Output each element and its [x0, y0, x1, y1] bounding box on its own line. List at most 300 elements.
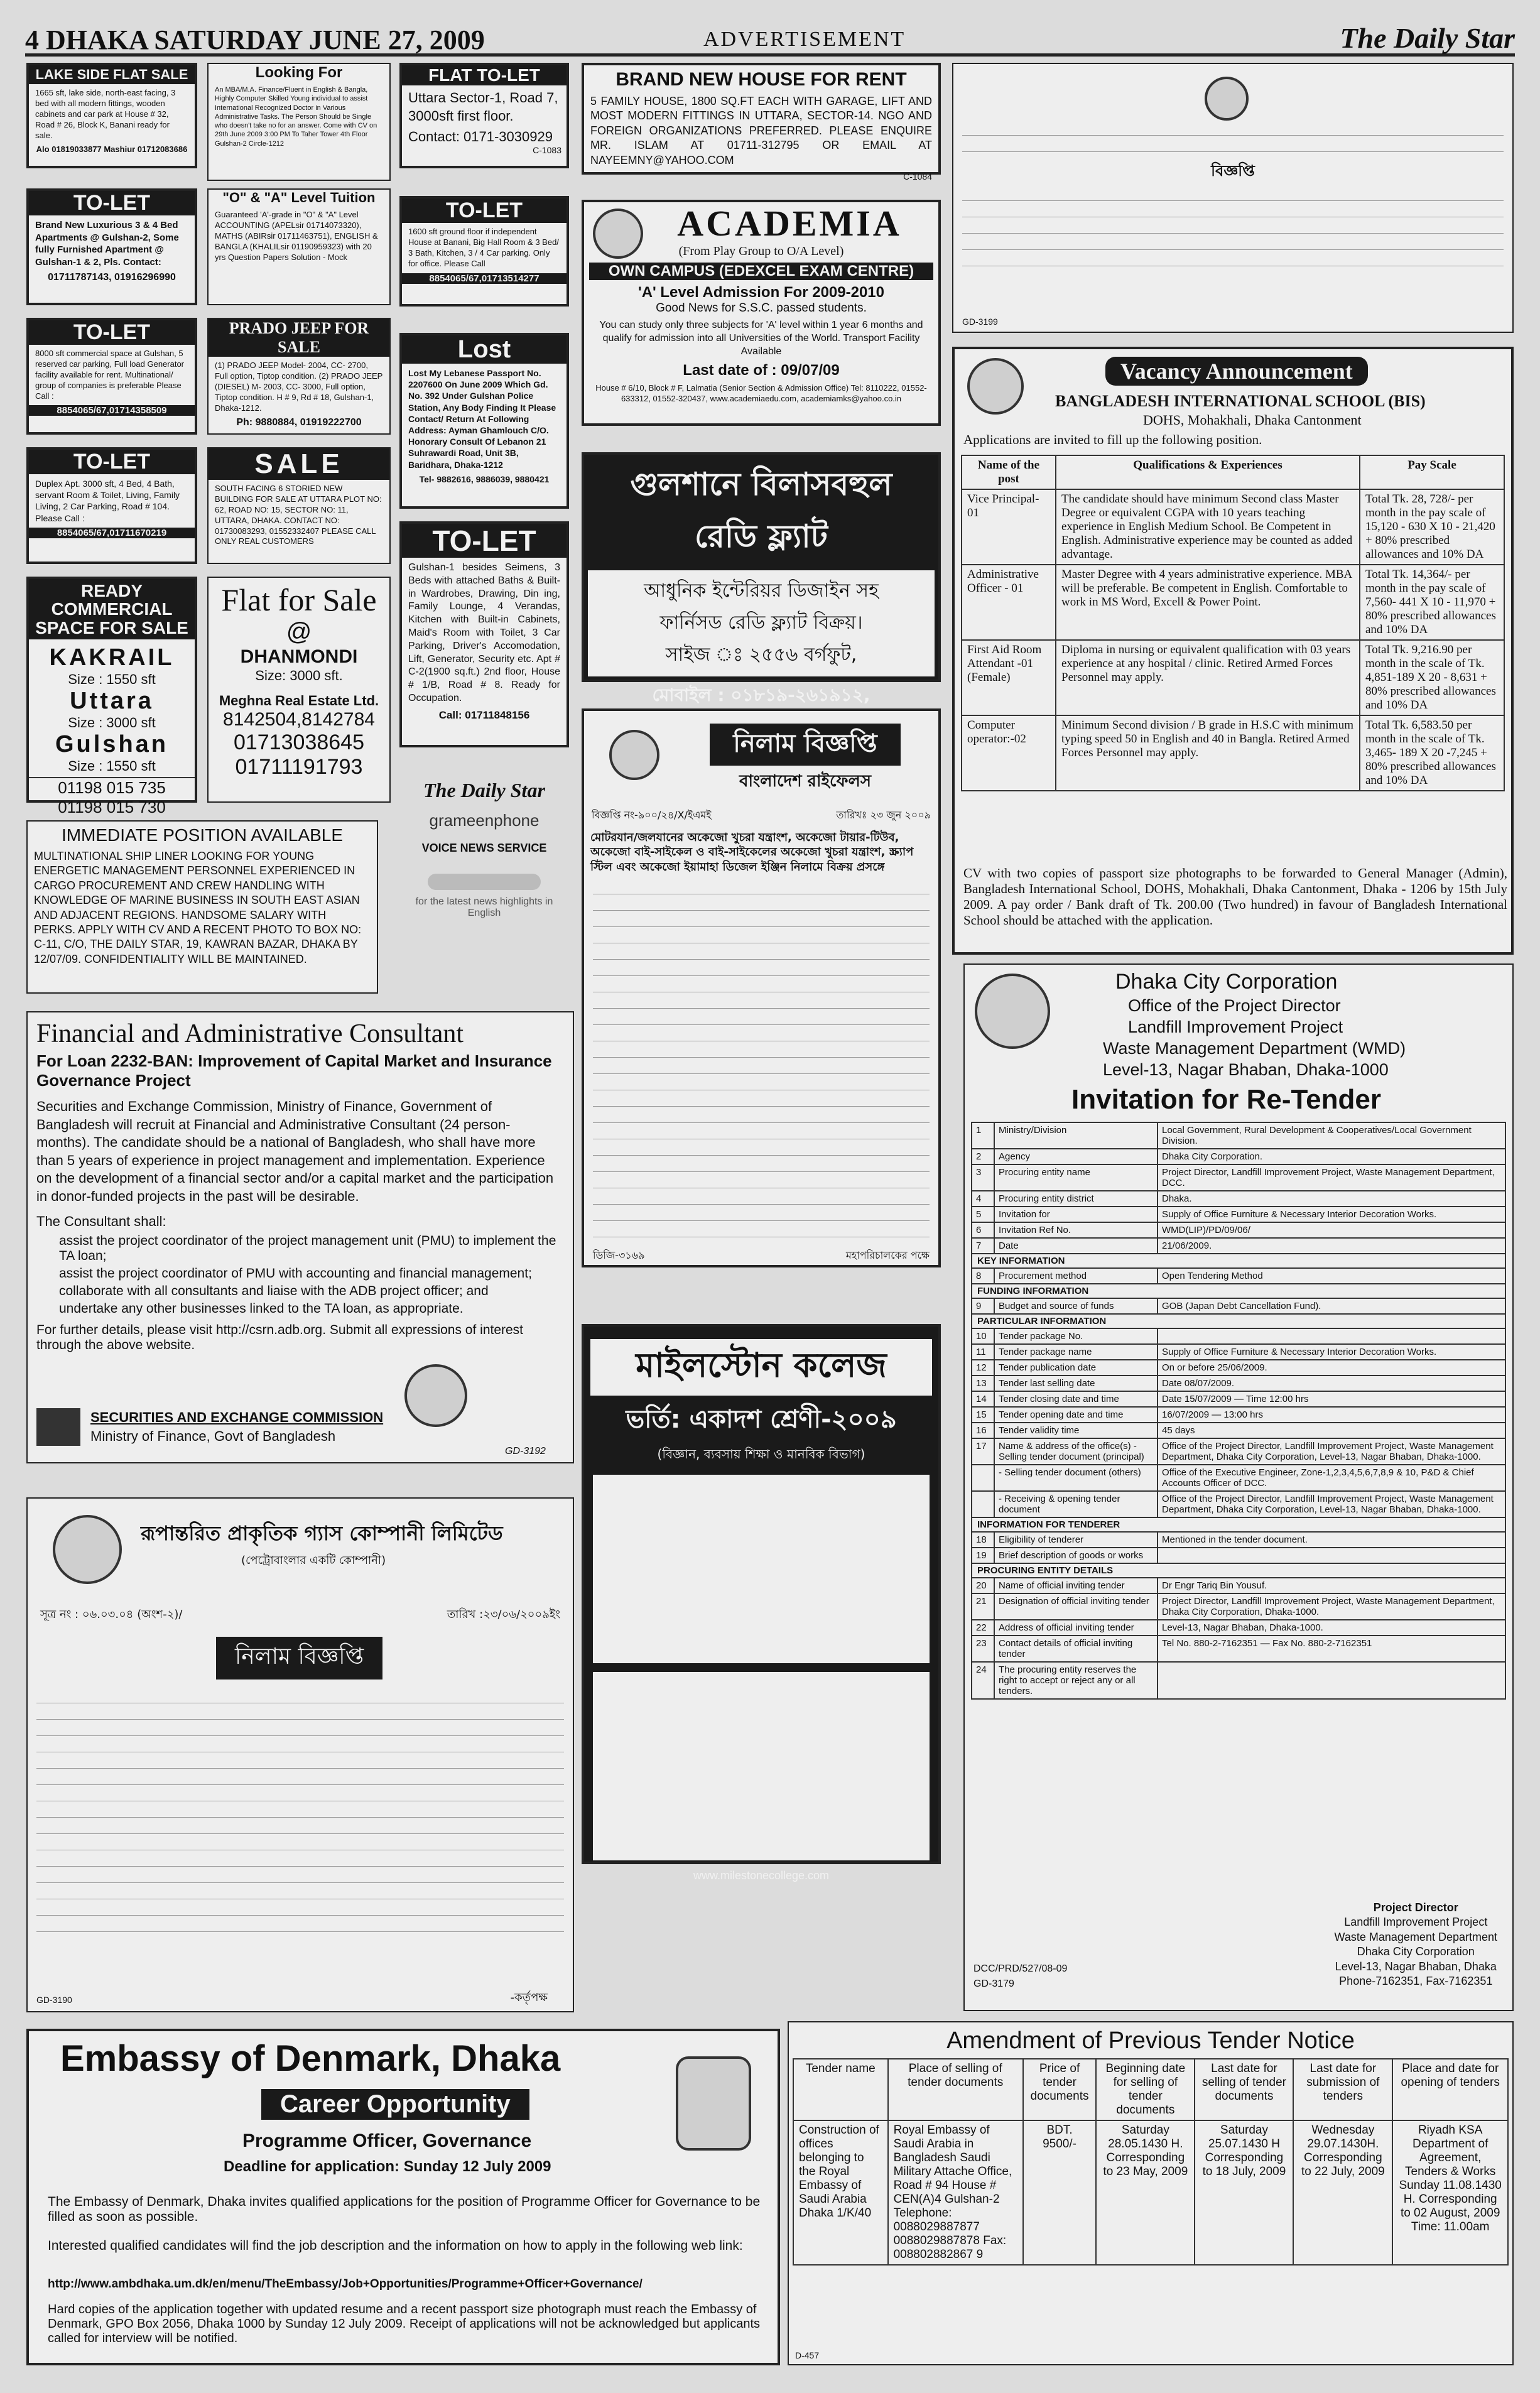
- cell-value: Project Director, Landfill Improvement Project, Waste Management Department, Dhaka City Corporation, Dhaka-1000.: [1158, 1593, 1505, 1620]
- ad-financial-consultant: [26, 1011, 574, 1463]
- ad-title: Financial and Administrative Consultant: [36, 1019, 464, 1048]
- ad-title: LAKE SIDE FLAT SALE: [29, 65, 195, 84]
- ad-loc: DHANMONDI: [240, 646, 358, 667]
- table-header-row: [793, 2059, 1508, 2120]
- ad-amendment-tender: [788, 2021, 1514, 2365]
- ad-to-let-duplex: [26, 447, 197, 564]
- ad-body: Securities and Exchange Commission, Ministry of Finance, Government of Bangladesh will recruit at Financial and Administrative Consultant (24 person-months). The candidate should be a national of Bangladesh, who shall have more than 5 years of experience in project management and implementation. Experience on the development of a financial sector and/or a capital market and the participation in donor-funded projects in the past will be desirable.: [36, 1099, 554, 1204]
- ad-title: Amendment of Previous Tender Notice: [946, 2027, 1355, 2054]
- cell-value: [1158, 1328, 1505, 1344]
- cell-value: On or before 25/06/2009.: [1158, 1360, 1505, 1376]
- ad-loc: DOHS, Mohakhali, Dhaka Cantonment: [1143, 412, 1362, 428]
- cell-value: WMD(LIP)/PD/09/06/: [1158, 1222, 1505, 1238]
- table-row: [972, 1314, 1505, 1328]
- cell-number: 16: [972, 1423, 994, 1438]
- ad-l4: Level-13, Nagar Bhaban, Dhaka-1000: [1103, 1060, 1389, 1079]
- academia-logo-icon: [593, 209, 643, 259]
- cell-pay: Total Tk. 28, 728/- per month in the pay scale of 15,120 - 630 X 10 - 21,420 + 80% prescribed allowances and 10% DA: [1360, 489, 1504, 565]
- ad-title: TO-LET: [29, 320, 195, 345]
- ad-last-date: Last date of : 09/07/09: [683, 362, 840, 379]
- phone-2: 01198 015 730: [58, 798, 166, 817]
- ad-body-lines: [28, 1687, 573, 1940]
- ad-code: C-1084: [903, 171, 932, 182]
- ad-l2: Landfill Improvement Project: [1128, 1017, 1343, 1036]
- cell: Construction of offices belonging to the Royal Embassy of Saudi Arabia Dhaka 1/K/40: [793, 2120, 888, 2265]
- table-row: [972, 1222, 1505, 1238]
- ad-rifles-auction: [582, 708, 941, 1267]
- ad-sub: ভর্তি: একাদশ শ্রেণী-২০০৯: [626, 1405, 897, 1434]
- ad-link[interactable]: http://www.ambdhaka.um.dk/en/menu/TheEmbassy/Job+Opportunities/Programme+Officer+Governance/: [48, 2277, 643, 2291]
- ad-title: IMMEDIATE POSITION AVAILABLE: [61, 825, 344, 845]
- page-dateline: 4 DHAKA SATURDAY JUNE 27, 2009: [25, 24, 485, 55]
- cell-post: Administrative Officer - 01: [962, 565, 1056, 640]
- ad-body-lines: [584, 886, 938, 1237]
- table-row: [972, 1149, 1505, 1164]
- section-heading: KEY INFORMATION: [972, 1254, 1505, 1268]
- bdr-emblem-icon: [609, 730, 659, 780]
- sec-logo-icon: [36, 1408, 80, 1446]
- cell-label: The procuring entity reserves the right to accept or reject any or all tenders.: [994, 1662, 1158, 1699]
- ad-to-let-commercial: [26, 318, 197, 435]
- cell-label: - Selling tender document (others): [994, 1465, 1158, 1491]
- ad-title: রূপান্তরিত প্রাকৃতিক গ্যাস কোম্পানী লিমিটেড: [141, 1521, 503, 1545]
- cell-label: Name of official inviting tender: [994, 1578, 1158, 1593]
- rpgcl-logo-icon: [53, 1515, 122, 1584]
- ad-sub: Career Opportunity: [261, 2089, 529, 2120]
- table-row: [972, 1491, 1505, 1517]
- ad-contact: 8854065/67,01711670219: [29, 528, 195, 538]
- ad-body: (1) PRADO JEEP Model- 2004, CC- 2700, Full option, Tiptop condition. (2) PRADO JEEP (DIESEL) M- 2003, CC- 3000, Full option, Tiptop condition. H # 9, Rd # 18, Gulshan-1, Dhaka-1212.: [215, 361, 383, 413]
- ad-code1: DCC/PRD/527/08-09: [973, 1963, 1068, 1974]
- col-header: Price of tender documents: [1023, 2059, 1096, 2120]
- cell-label: Tender last selling date: [994, 1376, 1158, 1391]
- admission-table: [593, 1475, 930, 1663]
- cell-label: Address of official inviting tender: [994, 1620, 1158, 1636]
- ad-body-lines: [953, 192, 1512, 266]
- vacancy-table: [961, 455, 1505, 791]
- cell-value: 45 days: [1158, 1423, 1505, 1438]
- table-row: [972, 1164, 1505, 1191]
- cell-value: [1158, 1662, 1505, 1699]
- cell-label: Invitation for: [994, 1207, 1158, 1222]
- phone-1: 01198 015 735: [29, 777, 195, 798]
- ad-code: D-457: [795, 2350, 820, 2360]
- ad-code2: GD-3179: [973, 1978, 1014, 1989]
- table-row: [972, 1438, 1505, 1465]
- amendment-table: [793, 2058, 1509, 2265]
- cell-value: Tel No. 880-2-7162351 — Fax No. 880-2-7162351: [1158, 1636, 1505, 1662]
- ad-dial: for the latest news highlights in English: [415, 896, 553, 918]
- ad-title: "O" & "A" Level Tuition: [222, 190, 376, 205]
- cell-pay: Total Tk. 6,583.50 per month in the scale of Tk. 3,465- 189 X 20 -7,245 + 80% prescribed allowances and 10% DA: [1360, 715, 1504, 791]
- ad-gp-voice-news: [399, 779, 569, 986]
- ad-logo: The Daily Star: [423, 779, 545, 801]
- govt-emblem-icon: [1205, 77, 1249, 121]
- cell-number: 7: [972, 1238, 994, 1254]
- table-row: [972, 1548, 1505, 1563]
- cell-number: 11: [972, 1344, 994, 1360]
- ad-sign: -কর্তৃপক্ষ: [510, 1991, 548, 2004]
- ad-to-let-gulshan1: [399, 521, 569, 747]
- ad-body: MULTINATIONAL SHIP LINER LOOKING FOR YOUNG ENERGETIC MANAGEMENT PERSONNEL EXPERIENCED IN CARGO PROCUREMENT AND CREW HANDLING WITH KNOWLEDGE OF MARINE BUSINESS IN SOUTH EAST ASIAN AND ADJACENT REGIONS. HANDSOME SALARY WITH PERKS. APPLY WITH CV AND A RECENT PHOTO TO BOX NO: C-11, C/O, THE DAILY STAR, 19, KAWRAN BAZAR, DHAKA BY 12/07/09. CONFIDENTIALITY WILL BE MAINTAINED.: [34, 850, 362, 965]
- col-qualifications: Qualifications & Experiences: [1056, 455, 1360, 489]
- table-row: [972, 1620, 1505, 1636]
- cell-value: Dr Engr Tariq Bin Yousuf.: [1158, 1578, 1505, 1593]
- ad-code: C-1083: [533, 145, 561, 156]
- ad-title: FLAT TO-LET: [402, 65, 567, 85]
- ad-title: Lost: [402, 335, 567, 364]
- ad-sub: For Loan 2232-BAN: Improvement of Capital Market and Insurance Governance Project: [36, 1051, 552, 1090]
- cell-number: 15: [972, 1407, 994, 1423]
- cell-value: Open Tendering Method: [1158, 1268, 1505, 1284]
- ad-sub: (পেট্রোবাংলার একটি কোম্পানী): [241, 1554, 386, 1567]
- ad-deadline: Deadline for application: Sunday 12 July 2009: [224, 2158, 551, 2175]
- phone-1: 8142504,8142784: [223, 709, 375, 730]
- cell-value: Mentioned in the tender document.: [1158, 1532, 1505, 1548]
- cell-label: Ministry/Division: [994, 1122, 1158, 1149]
- dcc-emblem-icon: [975, 974, 1050, 1049]
- ad-contact: 01711787143, 01916296990: [48, 272, 176, 283]
- ad-org: বাংলাদেশ রাইফেলস: [739, 772, 872, 791]
- ad-org2: Ministry of Finance, Govt of Bangladesh: [90, 1428, 336, 1444]
- cell-value: Local Government, Rural Development & Cooperatives/Local Government Division.: [1158, 1122, 1505, 1149]
- ad-level-tuition: [207, 188, 391, 305]
- cell-number: 13: [972, 1376, 994, 1391]
- sign-line: Dhaka City Corporation: [1357, 1945, 1475, 1958]
- table-row: [972, 1578, 1505, 1593]
- cell-post: Vice Principal-01: [962, 489, 1056, 565]
- ad-line6: মোবাইল : ০১৮১৯-২৬১৯১২,: [652, 685, 870, 705]
- ad-intro: Applications are invited to fill up the following position.: [963, 432, 1262, 447]
- cell-label: Invitation Ref No.: [994, 1222, 1158, 1238]
- ad-title: Flat for Sale: [221, 582, 377, 617]
- ad-line4: ফার্নিসড রেডি ফ্ল্যাট বিক্রয়।: [659, 612, 863, 634]
- cell-label: Tender opening date and time: [994, 1407, 1158, 1423]
- section-heading: FUNDING INFORMATION: [972, 1284, 1505, 1298]
- cell-number: 6: [972, 1222, 994, 1238]
- ad-title: READY COMMERCIAL SPACE FOR SALE: [29, 579, 195, 639]
- cell-label: Contact details of official inviting tender: [994, 1636, 1158, 1662]
- cell: Royal Embassy of Saudi Arabia in Bangladesh Saudi Military Attache Office, Road # 94 House # CEN(A)4 Gulshan-2 Telephone: 0088029887877 0088029887878 Fax: 008802882867 9: [888, 2120, 1023, 2265]
- table-header-row: [962, 455, 1504, 489]
- signature-block: [1335, 1901, 1497, 1989]
- ad-body: মোটরযান/জলযানের অকেজো খুচরা যন্ত্রাংশ, অকেজো টায়ার-টিউব, অকেজো বাই-সাইকেল ও বাই-সাইকেলের অকেজো খুচরা যন্ত্রাংশ, স্ক্র্যাপ স্টিল এবং অকেজো ইয়ামাহা ডিজেল ইঞ্জিন নিলামে বিক্রয় প্রসঙ্গে: [590, 831, 914, 874]
- ad-code: ডিজি-৩১৬৯: [593, 1249, 645, 1262]
- table-row: [972, 1328, 1505, 1344]
- ad-prado-jeep: [207, 318, 391, 435]
- ad-body: Duplex Apt. 3000 sft, 4 Bed, 4 Bath, servant Room & Toilet, Living, Family Living, 2 Car Parking, Road # 104. Please Call :: [35, 479, 180, 523]
- ad-body3: Hard copies of the application together with updated resume and a recent passport size photograph must reach the Embassy of Denmark, GPO Box 2056, Dhaka 1000 by Sunday 12 July 2009. Receipt of applications will not be acknowledged but applicants called for interview will be notified.: [48, 2303, 761, 2345]
- cell-number: [972, 1465, 994, 1491]
- masthead-logo: The Daily Star: [1340, 22, 1515, 54]
- cell-post: Computer operator:-02: [962, 715, 1056, 791]
- ad-ref: সূত্র নং : ০৬.০৩.০৪ (অংশ-২)/: [40, 1608, 183, 1621]
- ad-size: Size: 3000 sft.: [255, 668, 343, 683]
- ad-code: GD-3199: [962, 317, 998, 327]
- phone-3: 01711191793: [235, 755, 363, 779]
- table-row: [972, 1360, 1505, 1376]
- cell-label: Date: [994, 1238, 1158, 1254]
- ad-at: @: [286, 618, 312, 646]
- ad-footer: CV with two copies of passport size photographs to be forwarded to General Manager (Admin), Bangladesh International School, DOHS, Mohakhali, Dhaka Cantonment, Dhaka - 1206 by 15th July 2009. A pay order / Bank draft of Tk. 200.00 (Two hundred) in favour of Bangladesh International School should be attached with the application.: [963, 865, 1507, 928]
- ad-body: 8000 sft commercial space at Gulshan, 5 reserved car parking, Full load Generator facility available for rent. Multinational/ group of companies is preferable Please Call :: [35, 349, 185, 401]
- table-row: [972, 1268, 1505, 1284]
- cell-number: 8: [972, 1268, 994, 1284]
- ad-gas-company-auction: [26, 1497, 574, 2012]
- col-pay: Pay Scale: [1360, 455, 1504, 489]
- col-header: Place and date for opening of tenders: [1392, 2059, 1508, 2120]
- ad-contact: Tel- 9882616, 9886039, 9880421: [419, 474, 550, 484]
- ad-date: তারিখঃ ২৩ জুন ২০০৯: [836, 809, 931, 821]
- cell-number: 17: [972, 1438, 994, 1465]
- cell-label: Agency: [994, 1149, 1158, 1164]
- ad-title: TO-LET: [402, 198, 567, 223]
- table-row: [972, 1517, 1505, 1532]
- cell-number: 22: [972, 1620, 994, 1636]
- section-heading: PARTICULAR INFORMATION: [972, 1314, 1505, 1328]
- duty-item: assist the project coordinator of the project management unit (PMU) to implement the TA loan;: [59, 1233, 556, 1263]
- govt-seal-icon: [404, 1364, 467, 1427]
- table-row: [972, 1593, 1505, 1620]
- cell-value: 21/06/2009.: [1158, 1238, 1505, 1254]
- table-row: [962, 715, 1504, 791]
- sign-title: Project Director: [1373, 1901, 1458, 1914]
- section-heading: PROCURING ENTITY DETAILS: [972, 1563, 1505, 1578]
- ad-gulshan-luxury-flat: [582, 452, 941, 705]
- ad-body: Lost My Lebanese Passport No. 2207600 On June 2009 Which Gd. No. 392 Under Gulshan Police Station, Any Body Finding It Please Contact/ Return At Following Address: Ayman Ghamlouch C/O. Honorary Consult Of Lebanon 21 Suhrawardi Road, Unit 3B, Baridhara, Dhaka-1212: [408, 368, 556, 470]
- col-post: Name of the post: [962, 455, 1056, 489]
- ad-milestone-college: [582, 1324, 941, 1882]
- page-header: [25, 19, 1515, 57]
- ad-looking-for: [207, 63, 391, 181]
- cell-number: 12: [972, 1360, 994, 1376]
- cell: Riyadh KSA Department of Agreement, Tenders & Works Sunday 11.08.1430 H. Corresponding to 02 August, 2009 Time: 11.00am: [1392, 2120, 1508, 2265]
- ad-flat-to-let-uttara: [399, 63, 569, 168]
- ad-flat-dhanmondi: [207, 577, 391, 803]
- cell-number: 9: [972, 1298, 994, 1314]
- ad-admission: 'A' Level Admission For 2009-2010: [637, 284, 884, 301]
- cell-number: 10: [972, 1328, 994, 1344]
- ad-title: TO-LET: [402, 524, 567, 558]
- ad-title: Dhaka City Corporation: [1115, 970, 1338, 994]
- ad-lost-passport: [399, 333, 569, 509]
- cell-value: [1158, 1548, 1505, 1563]
- cell-value: Date 15/07/2009 — Time 12:00 hrs: [1158, 1391, 1505, 1407]
- cell-post: First Aid Room Attendant -01 (Female): [962, 640, 1056, 715]
- admission-info: [593, 1672, 930, 1860]
- ad-title: বিজ্ঞপ্তি: [1211, 162, 1255, 180]
- table-row: [972, 1298, 1505, 1314]
- cell-value: Office of the Project Director, Landfill Improvement Project, Waste Management Department, Dhaka City Corporation, Level-13, Nagar Bhaban, Dhaka-1000.: [1158, 1438, 1505, 1465]
- ad-header-lines: [953, 127, 1512, 152]
- ad-further: For further details, please visit http://csrn.adb.org. Submit all expressions of interest through the above website.: [36, 1322, 524, 1352]
- ad-lakeside-flat: [26, 63, 197, 168]
- ad-notice: নিলাম বিজ্ঞপ্তি: [216, 1637, 382, 1679]
- ad-campus: OWN CAMPUS (EDEXCEL EXAM CENTRE): [589, 263, 933, 280]
- col-header: Last date for selling of tender documents: [1195, 2059, 1293, 2120]
- cell-value: Office of the Executive Engineer, Zone-1,2,3,4,5,6,7,8,9 & 10, P&D & Chief Accounts Officer of DCC.: [1158, 1465, 1505, 1491]
- cell-label: Procurement method: [994, 1268, 1158, 1284]
- ad-body: Uttara Sector-1, Road 7, 3000sft first floor.: [408, 90, 558, 124]
- bis-logo-icon: [967, 358, 1024, 415]
- ad-dcc-retender: [963, 963, 1514, 2011]
- cell-label: Name & address of the office(s) - Selling tender document (principal): [994, 1438, 1158, 1465]
- table-row: [972, 1122, 1505, 1149]
- ad-line5: সাইজ ঃ ২৫৫৬ বর্গফুট,: [665, 644, 857, 666]
- table-row: [972, 1423, 1505, 1438]
- cell-pay: Total Tk. 9,216.90 per month in the scale of Tk. 4,851-189 X 20 - 8,631 + 80% prescribed allowances and 10% DA: [1360, 640, 1504, 715]
- ad-ref: বিজ্ঞপ্তি নং-৯০০/২৪/X/ইএমই: [592, 809, 712, 821]
- ad-title: PRADO JEEP FOR SALE: [209, 319, 389, 357]
- table-row: [972, 1207, 1505, 1222]
- ad-to-let-gulshan: [26, 188, 197, 305]
- cell-label: Procuring entity name: [994, 1164, 1158, 1191]
- ad-line2: রেডি ফ্ল্যাট: [695, 518, 828, 555]
- cell-qualifications: The candidate should have minimum Second class Master Degree or equivalent CGPA with 10 years teaching experience in English Medium School. Be Competent in English. Administrative experience may be counted as added advantage.: [1056, 489, 1360, 565]
- ad-position: Programme Officer, Governance: [242, 2130, 532, 2151]
- ad-title: Embassy of Denmark, Dhaka: [60, 2038, 561, 2079]
- cell-qualifications: Minimum Second division / B grade in H.S.C with minimum typing speed 50 in English and 40 in Bangla. Retired Armed Forces Personnel may apply.: [1056, 715, 1360, 791]
- ad-embassy-denmark: [26, 2029, 780, 2365]
- ad-service: VOICE NEWS SERVICE: [421, 842, 547, 854]
- ad-academia: [582, 200, 941, 426]
- cell-value: Date 08/07/2009.: [1158, 1376, 1505, 1391]
- section-heading: INFORMATION FOR TENDERER: [972, 1517, 1505, 1532]
- ad-body: 1665 sft, lake side, north-east facing, 3 bed with all modern fittings, wooden cabinets and car park at House # 32, Road # 26, Block K, Banani ready for sale.: [35, 88, 176, 140]
- cell-number: 20: [972, 1578, 994, 1593]
- ad-commercial-space: [26, 577, 197, 817]
- cell-value: Dhaka.: [1158, 1191, 1505, 1207]
- cell: Wednesday 29.07.1430H. Corresponding to 22 July, 2009: [1293, 2120, 1392, 2265]
- table-row: [972, 1407, 1505, 1423]
- ad-sub: (From Play Group to O/A Level): [678, 244, 844, 258]
- ad-body: Gulshan-1 besides Seimens, 3 Beds with attached Baths & Built-in Wardrobes, Drawing, Din ing, Family Lounge, 4 Verandas, Kitchen with Built-in Cabinets, Maid's Room with Toilet, 3 Car Parking, Driver's Accomodation, Lift, Generator, Security etc. Apt # C-2(1900 sq.ft.) 2nd floor, House # 1/B, Road # 8. Ready for Occupation.: [408, 562, 560, 703]
- loc-uttara: Uttara: [70, 688, 154, 715]
- cell-pay: Total Tk. 14,364/- per month in the pay scale of 7,560- 441 X 10 - 11,970 + 80% prescribed allowances and 10% DA: [1360, 565, 1504, 640]
- col-header: Tender name: [793, 2059, 888, 2120]
- ad-contact: 8854065/67,01713514277: [402, 273, 567, 284]
- ad-contact: Contact: 0171-3030929: [408, 129, 553, 145]
- cell-value: Supply of Office Furniture & Necessary Interior Decoration Works.: [1158, 1207, 1505, 1222]
- loc-gulshan: Gulshan: [55, 731, 169, 758]
- col-header: Last date for submission of tenders: [1293, 2059, 1392, 2120]
- duty-item: collaborate with all consultants and liaise with the ADB project officer; and: [59, 1283, 489, 1298]
- cell-number: 18: [972, 1532, 994, 1548]
- cell-number: 5: [972, 1207, 994, 1222]
- ad-body: 5 FAMILY HOUSE, 1800 SQ.FT EACH WITH GARAGE, LIFT AND MOST MODERN FITTINGS IN UTTARA, SECTOR-14. NGO AND FOREIGN ORGANIZATIONS PREFERRED. PLEASE ENQUIRE MR. ISLAM AT 01711-312795 OR EMAIL AT NAYEEMNY@YAHOO.COM: [590, 95, 932, 166]
- ad-title: Vacancy Announcement: [1105, 357, 1368, 386]
- ad-org1: SECURITIES AND EXCHANGE COMMISSION: [90, 1409, 384, 1425]
- cell-label: Tender package name: [994, 1344, 1158, 1360]
- ad-body: SOUTH FACING 6 STORIED NEW BUILDING FOR SALE AT UTTARA PLOT NO: 62, ROAD NO: 15, SECTOR NO: 11, UTTARA, DHAKA. CONTACT NO: 01730083293, 01552332407 PLEASE CALL ONLY REAL CUSTOMERS: [215, 484, 382, 546]
- cell-label: Procuring entity district: [994, 1191, 1158, 1207]
- cell-value: GOB (Japan Debt Cancellation Fund).: [1158, 1298, 1505, 1314]
- ad-title: Looking For: [255, 64, 343, 81]
- size-kakrail: Size : 1550 sft: [68, 671, 156, 688]
- table-row: [962, 640, 1504, 715]
- table-row: [962, 489, 1504, 565]
- sign-line: Level-13, Nagar Bhaban, Dhaka: [1335, 1960, 1497, 1973]
- ad-code: GD-3192: [505, 1446, 546, 1457]
- table-row: [972, 1284, 1505, 1298]
- tender-table: [971, 1122, 1506, 1700]
- table-row: [972, 1465, 1505, 1491]
- table-row: [972, 1636, 1505, 1662]
- sign-line: Waste Management Department: [1334, 1930, 1497, 1943]
- cell: Saturday 25.07.1430 H Corresponding to 18 July, 2009: [1195, 2120, 1293, 2265]
- sign-line: Phone-7162351, Fax-7162351: [1339, 1974, 1493, 1987]
- table-row: [972, 1238, 1505, 1254]
- size-uttara: Size : 3000 sft: [68, 715, 156, 731]
- cell-label: Tender closing date and time: [994, 1391, 1158, 1407]
- cell-number: 2: [972, 1149, 994, 1164]
- ad-title: TO-LET: [29, 191, 195, 215]
- cell-value: 16/07/2009 — 13:00 hrs: [1158, 1407, 1505, 1423]
- cell-number: 1: [972, 1122, 994, 1149]
- ad-body: (বিজ্ঞান, ব্যবসায় শিক্ষা ও মানবিক বিভাগ): [657, 1446, 865, 1462]
- cell-value: Level-13, Nagar Bhaban, Dhaka-1000.: [1158, 1620, 1505, 1636]
- ad-body: You can study only three subjects for 'A' level within 1 year 6 months and qualify for admission into all Universities of the World. Transport Facility Available: [599, 320, 923, 357]
- ad-title: SALE: [209, 448, 389, 480]
- ad-building-sale: [207, 447, 391, 564]
- ad-code: GD-3190: [36, 1995, 72, 2005]
- ad-body: Guaranteed 'A'-grade in "O" & "A" Level ACCOUNTING (APELsir 01714073320), MATHS (ABIRsir 01711463751), ENGLISH & BANGLA (KHALILsir 01190959323) with 20 yrs Question Papers Solution - Mock: [215, 210, 378, 262]
- table-row: [972, 1191, 1505, 1207]
- sign-line: Landfill Improvement Project: [1344, 1916, 1488, 1929]
- ad-body2: Interested qualified candidates will find the job description and the information on how to apply in the following web link:: [48, 2238, 743, 2253]
- ad-title: ACADEMIA: [677, 203, 902, 244]
- ad-title: মাইলস্টোন কলেজ: [590, 1339, 932, 1396]
- col-header: Place of selling of tender documents: [888, 2059, 1023, 2120]
- ad-title: BRAND NEW HOUSE FOR RENT: [615, 69, 907, 90]
- phone-2: 01713038645: [233, 730, 364, 754]
- cell-number: 19: [972, 1548, 994, 1563]
- ad-l1: Office of the Project Director: [1128, 996, 1341, 1015]
- table-row: [972, 1376, 1505, 1391]
- table-row: [793, 2120, 1508, 2265]
- ad-contact: Call: 01711848156: [438, 708, 530, 721]
- ad-title: TO-LET: [29, 450, 195, 474]
- table-row: [972, 1532, 1505, 1548]
- cell: BDT. 9500/-: [1023, 2120, 1096, 2265]
- ad-company: Meghna Real Estate Ltd.: [219, 693, 379, 708]
- danish-crown-icon: [676, 2056, 751, 2151]
- ad-bangla-notice: [952, 63, 1514, 333]
- cell-number: 3: [972, 1164, 994, 1191]
- loc-kakrail: KAKRAIL: [49, 644, 175, 671]
- ad-line3: আধুনিক ইন্টেরিয়র ডিজাইন সহ: [644, 580, 879, 602]
- cell-label: Brief description of goods or works: [994, 1548, 1158, 1563]
- cell-value: Dhaka City Corporation.: [1158, 1149, 1505, 1164]
- ad-news: Good News for S.S.C. passed students.: [656, 301, 867, 315]
- ad-body: An MBA/M.A. Finance/Fluent in English & Bangla, Highly Computer Skilled Young individual to assist International Recognized Doctor in Various Administrative Tasks. The Person Should be Single who doesn't take no for an answer. Come with CV on 29th June 2009 3:00 PM To Taher Tower 4th Floor Gulshan-2 Circle-1212: [215, 86, 377, 148]
- table-row: [962, 565, 1504, 640]
- cell-label: - Receiving & opening tender document: [994, 1491, 1158, 1517]
- size-gulshan: Size : 1550 sft: [68, 758, 156, 774]
- table-row: [972, 1563, 1505, 1578]
- cell-label: Designation of official inviting tender: [994, 1593, 1158, 1620]
- cell-number: [972, 1491, 994, 1517]
- cell-number: 14: [972, 1391, 994, 1407]
- ad-contact: 8854065/67,01714358509: [29, 405, 195, 416]
- ad-heading: Invitation for Re-Tender: [1071, 1084, 1381, 1115]
- cell-value: Supply of Office Furniture & Necessary Interior Decoration Works.: [1158, 1344, 1505, 1360]
- cell-qualifications: Diploma in nursing or equivalent qualification with 03 years experience at any hospital / clinic. Retired Armed Forces Personnel may apply.: [1056, 640, 1360, 715]
- ad-title: নিলাম বিজ্ঞপ্তি: [710, 724, 901, 766]
- table-row: [972, 1391, 1505, 1407]
- cell-label: Tender package No.: [994, 1328, 1158, 1344]
- cell-number: 23: [972, 1636, 994, 1662]
